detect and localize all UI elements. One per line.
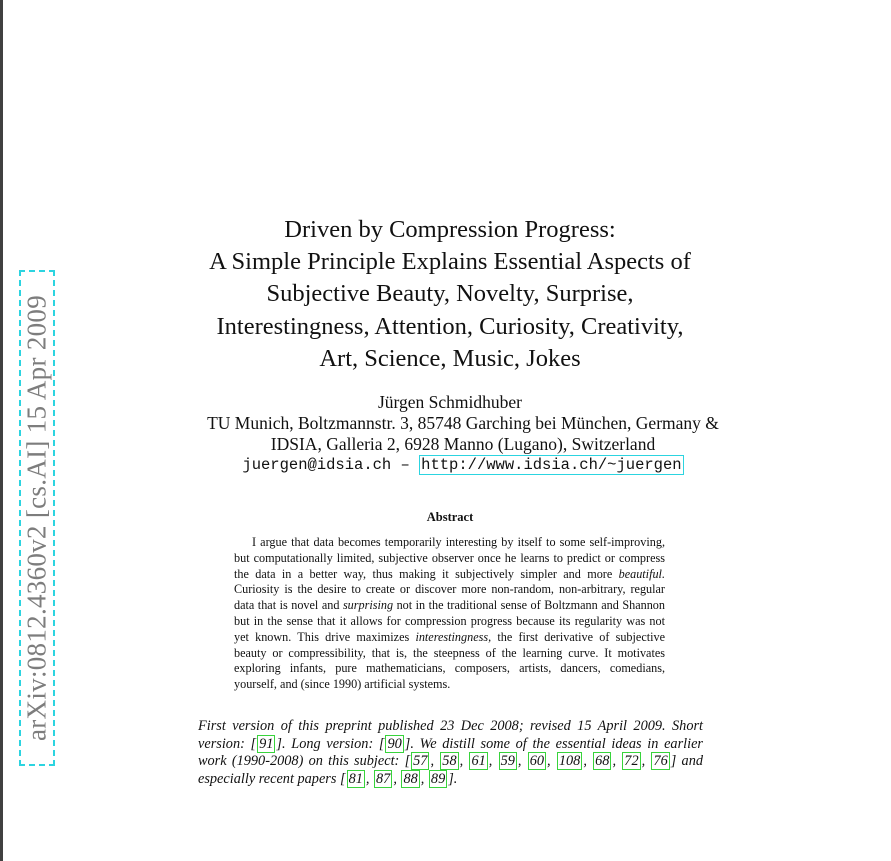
- citation-separator: ,: [420, 770, 428, 787]
- citation-separator: ,: [547, 753, 556, 770]
- citation-link[interactable]: 68: [595, 753, 610, 770]
- note-text: ]. Long version: [: [276, 735, 385, 752]
- citation-separator: ,: [612, 753, 622, 770]
- citation-link[interactable]: 61: [471, 753, 486, 770]
- citation-separator: ,: [393, 770, 401, 787]
- affiliation-line: IDSIA, Galleria 2, 6928 Manno (Lugano), Switzerland: [270, 433, 656, 454]
- revision-note: [198, 718, 703, 788]
- abstract-text: Curiosity is the desire to create or discover more non-random, non-arbitrary, regular data that is novel and: [234, 582, 665, 613]
- note-text: ]. We distill some of the essential ideas in earlier work (1990-2008) on this subject: [: [198, 735, 703, 770]
- citation-separator: ,: [459, 753, 469, 770]
- arxiv-identifier: arXiv:0812.4360v2 [cs.AI] 15 Apr 2009: [21, 294, 52, 742]
- abstract-body: [234, 535, 665, 693]
- abstract-text: not in the traditional sense of Boltzmann and Shannon but in the sense that it allows for compression progress because its regularity was not yet known. This drive maximizes: [234, 598, 665, 644]
- citation-group: [410, 753, 671, 769]
- citation-separator: ,: [641, 753, 651, 770]
- title-line: Art, Science, Music, Jokes: [319, 344, 581, 372]
- affiliation-line: TU Munich, Boltzmannstr. 3, 85748 Garching bei München, Germany &: [207, 413, 719, 433]
- abstract-emphasis: beautiful.: [618, 566, 665, 581]
- citation-link[interactable]: 108: [558, 753, 581, 770]
- citation-separator: ,: [488, 753, 498, 770]
- citation-link[interactable]: 89: [430, 770, 446, 787]
- citation-link[interactable]: 91: [259, 735, 274, 752]
- abstract-emphasis: interestingness,: [415, 629, 492, 644]
- citation-link[interactable]: 59: [500, 753, 515, 770]
- arxiv-identifier-stamp[interactable]: [19, 270, 55, 766]
- homepage-link[interactable]: http://www.idsia.ch/~juergen: [421, 456, 682, 474]
- title-line: Interestingness, Attention, Curiosity, Creativity,: [216, 312, 684, 340]
- citation-link[interactable]: 58: [442, 753, 457, 770]
- note-text: ].: [448, 770, 458, 787]
- contact-separator: –: [391, 456, 420, 474]
- citation-link[interactable]: 88: [403, 770, 418, 787]
- citation-separator: ,: [365, 770, 374, 787]
- contact-line: [150, 454, 776, 476]
- citation-link[interactable]: 90: [387, 735, 402, 752]
- citation-separator: ,: [430, 753, 440, 770]
- citation-link[interactable]: 87: [376, 770, 391, 787]
- abstract-text: the first derivative of subjective beauty or compressibility, that is, the steepness of the learning curve. It motivates exploring infants, pure mathematicians, composers, artists, dancers, comedians, yourself, and (since 1990) artificial systems.: [234, 629, 665, 692]
- citation-link[interactable]: 76: [653, 753, 668, 770]
- citation-separator: ,: [583, 753, 593, 770]
- citation-link[interactable]: 57: [413, 753, 428, 770]
- paper-title: [150, 214, 750, 375]
- citation-separator: ,: [517, 753, 527, 770]
- abstract-text: I argue that data becomes temporarily interesting by itself to some self-improving, but computationally limited, subjective observer once he learns to predict or compress the data in a better way, thus making it subjectively simpler and more: [234, 535, 665, 581]
- affiliation: [150, 413, 776, 454]
- title-line: Subjective Beauty, Novelty, Surprise,: [266, 280, 634, 308]
- title-line: Driven by Compression Progress:: [284, 216, 616, 243]
- abstract-heading: Abstract: [426, 510, 474, 524]
- citation-group: [346, 771, 449, 787]
- note-text: ] and especially recent papers [: [198, 753, 704, 787]
- title-line: A Simple Principle Explains Essential Aspects of: [209, 248, 691, 276]
- citation-link[interactable]: 81: [348, 770, 363, 787]
- note-text: First version of this preprint published 23 Dec 2008; revised 15 April 2009. Short version: [: [198, 718, 703, 752]
- page-left-border: [0, 0, 3, 861]
- abstract-emphasis: surprising: [342, 598, 394, 613]
- email-address: juergen@idsia.ch: [242, 456, 392, 474]
- citation-link[interactable]: 60: [529, 753, 545, 770]
- author-name: Jürgen Schmidhuber: [377, 392, 523, 412]
- citation-link[interactable]: 72: [624, 753, 639, 770]
